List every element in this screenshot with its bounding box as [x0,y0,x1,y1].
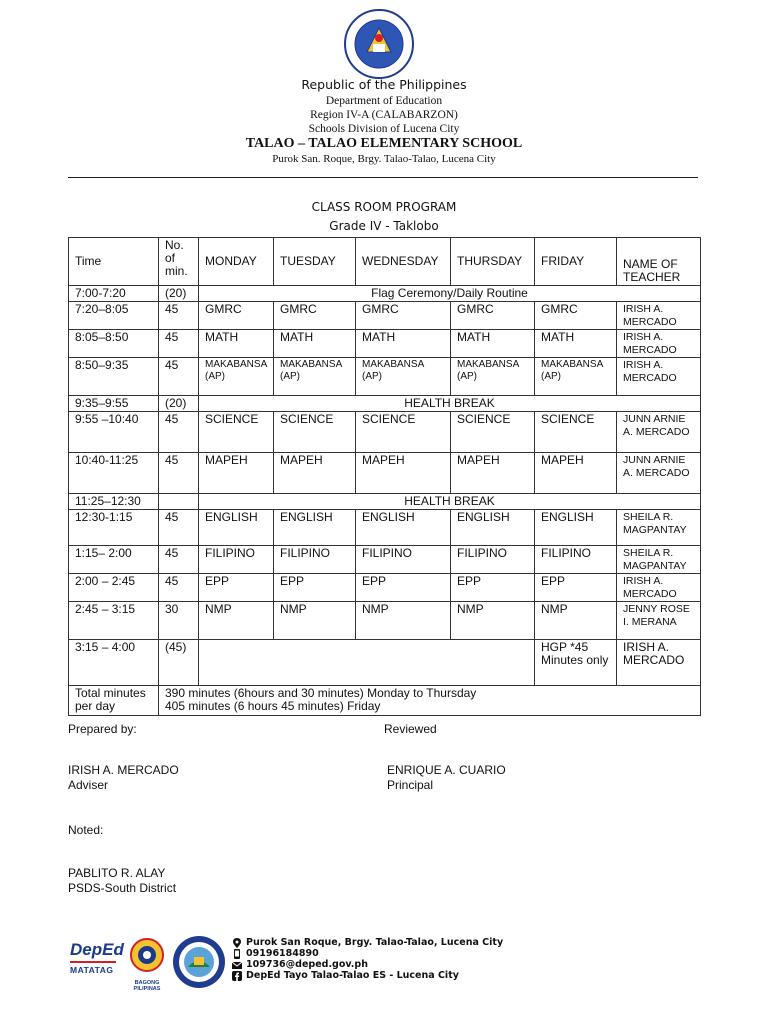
cell-thursday: SCIENCE [451,412,535,453]
cell-minutes: 45 [159,546,199,574]
reviewed-role: Principal [387,778,434,792]
cell-wednesday: FILIPINO [356,546,451,574]
cell-tuesday: GMRC [274,302,356,330]
cell-teacher: JUNN ARNIE A. MERCADO [617,453,701,494]
header-friday: FRIDAY [535,238,617,286]
cell-teacher: IRISH A. MERCADO [617,358,701,396]
bagong-pilipinas-logo [124,935,170,992]
table-row [69,574,701,602]
header-region: Region IV-A (CALABARZON) [310,109,458,121]
header-thursday: THURSDAY [451,238,535,286]
cell-teacher: JENNY ROSE I. MERANA [617,602,701,640]
cell-monday: SCIENCE [199,412,274,453]
table-row [69,302,701,330]
cell-tuesday: EPP [274,574,356,602]
table-row [69,602,701,640]
table-total-row [69,686,701,716]
cell-teacher: JUNN ARNIE A. MERCADO [617,412,701,453]
header-divider [68,177,698,178]
header-time: Time [69,238,159,286]
cell-thursday: NMP [451,602,535,640]
cell-time: 3:15 – 4:00 [69,640,159,686]
cell-tuesday: MATH [274,330,356,358]
cell-friday: GMRC [535,302,617,330]
cell-friday: EPP [535,574,617,602]
table-row [69,640,701,686]
total-line-mon-thu: 390 minutes (6hours and 30 minutes) Monday to Thursday [165,686,477,700]
cell-monday: NMP [199,602,274,640]
cell-friday: NMP [535,602,617,640]
cell-time: 8:50–9:35 [69,358,159,396]
cell-monday: ENGLISH [199,510,274,546]
prepared-role: Adviser [68,778,109,792]
header-teacher: NAME OF TEACHER [617,238,701,286]
cell-wednesday: MAKABANSA (AP) [356,358,451,396]
cell-minutes: (45) [159,640,199,686]
cell-tuesday: MAKABANSA (AP) [274,358,356,396]
cell-minutes: 45 [159,574,199,602]
deped-underline [70,961,116,963]
table-row [69,453,701,494]
cell-teacher: SHEILA R. MAGPANTAY [617,510,701,546]
phone-icon [232,949,242,959]
cell-time: 2:00 – 2:45 [69,574,159,602]
cell-time: 9:35–9:55 [69,396,159,412]
header-wednesday: WEDNESDAY [356,238,451,286]
cell-monday: GMRC [199,302,274,330]
cell-thursday: MATH [451,330,535,358]
cell-total-label: Total minutes per day [69,686,159,716]
header-address: Purok San. Roque, Brgy. Talao-Talao, Lucena City [272,153,496,165]
cell-friday: HGP *45 Minutes only [535,640,617,686]
noted-name: PABLITO R. ALAY [68,866,166,880]
cell-teacher: IRISH A. MERCADO [617,330,701,358]
prepared-name: IRISH A. MERCADO [68,763,179,777]
cell-minutes: 45 [159,453,199,494]
footer-phone-row [232,948,503,959]
cell-wednesday: NMP [356,602,451,640]
cell-monday: EPP [199,574,274,602]
cell-monday: MAKABANSA (AP) [199,358,274,396]
cell-thursday: GMRC [451,302,535,330]
cell-thursday: EPP [451,574,535,602]
header-monday: MONDAY [199,238,274,286]
cell-wednesday: SCIENCE [356,412,451,453]
cell-friday: MAPEH [535,453,617,494]
cell-monday: FILIPINO [199,546,274,574]
cell-minutes: (20) [159,286,199,302]
cell-teacher: IRISH A. MERCADO [617,640,701,686]
program-title: CLASS ROOM PROGRAM [311,200,457,214]
table-row [69,412,701,453]
cell-friday: FILIPINO [535,546,617,574]
cell-tuesday: ENGLISH [274,510,356,546]
noted-signatory [68,866,176,896]
header-republic: Republic of the Philippines [301,77,467,92]
cell-wednesday: MAPEH [356,453,451,494]
cell-minutes: (20) [159,396,199,412]
header-school-name: TALAO – TALAO ELEMENTARY SCHOOL [245,136,523,151]
cell-friday: SCIENCE [535,412,617,453]
bagong-wordmark: BAGONG PILIPINAS [133,980,161,992]
footer-facebook-row [232,970,503,981]
facebook-icon [232,971,242,981]
footer-email: 109736@deped.gov.ph [246,959,368,970]
cell-time: 9:55 –10:40 [69,412,159,453]
cell-time: 7:20–8:05 [69,302,159,330]
footer-email-row [232,959,503,970]
cell-tuesday: FILIPINO [274,546,356,574]
header-department: Department of Education [325,95,443,107]
footer-contact [232,937,503,981]
deped-seal-logo [343,8,415,80]
deped-wordmark: DepEd [70,940,124,959]
cell-thursday: FILIPINO [451,546,535,574]
cell-tuesday: SCIENCE [274,412,356,453]
cell-thursday: ENGLISH [451,510,535,546]
footer-facebook: DepEd Tayo Talao-Talao ES - Lucena City [246,970,459,981]
footer-phone: 09196184890 [246,948,319,959]
table-row [69,396,701,412]
bagong-pilipinas-icon [124,935,170,975]
reviewed-signatory [387,763,506,793]
cell-wednesday: GMRC [356,302,451,330]
cell-time: 12:30-1:15 [69,510,159,546]
prepared-signatory [68,763,179,793]
cell-teacher: IRISH A. MERCADO [617,574,701,602]
cell-teacher: IRISH A. MERCADO [617,302,701,330]
prepared-label: Prepared by: [68,722,137,736]
cell-friday: ENGLISH [535,510,617,546]
cell-minutes: 45 [159,330,199,358]
cell-minutes: 45 [159,510,199,546]
email-icon [232,960,242,970]
cell-wednesday: ENGLISH [356,510,451,546]
cell-teacher: SHEILA R. MAGPANTAY [617,546,701,574]
reviewed-label: Reviewed [384,722,437,736]
matatag-wordmark: MATATAG [70,965,114,975]
cell-span-activity: HEALTH BREAK [199,396,701,412]
cell-tuesday: NMP [274,602,356,640]
footer-address: Purok San Roque, Brgy. Talao-Talao, Lucena City [246,937,504,948]
cell-span-activity: Flag Ceremony/Daily Routine [199,286,701,302]
footer-address-row [232,937,503,948]
cell-time: 7:00-7:20 [69,286,159,302]
cell-minutes: 30 [159,602,199,640]
table-row [69,546,701,574]
noted-role: PSDS-South District [68,881,177,895]
cell-span-activity: HEALTH BREAK [199,494,701,510]
table-header-row [69,238,701,286]
cell-time: 8:05–8:50 [69,330,159,358]
total-line-fri: 405 minutes (6 hours 45 minutes) Friday [165,699,381,713]
table-row [69,494,701,510]
cell-minutes [159,494,199,510]
cell-tuesday: MAPEH [274,453,356,494]
noted-label: Noted: [68,823,104,837]
cell-time: 2:45 – 3:15 [69,602,159,640]
header-division: Schools Division of Lucena City [308,123,460,135]
cell-minutes: 45 [159,412,199,453]
deped-matatag-logo [70,935,124,989]
table-row [69,330,701,358]
school-seal-logo [172,935,226,989]
cell-thursday: MAKABANSA (AP) [451,358,535,396]
cell-time: 11:25–12:30 [69,494,159,510]
cell-total-value [159,686,701,716]
cell-time: 1:15– 2:00 [69,546,159,574]
table-row [69,510,701,546]
cell-minutes: 45 [159,358,199,396]
reviewed-name: ENRIQUE A. CUARIO [387,763,506,777]
table-row [69,286,701,302]
cell-minutes: 45 [159,302,199,330]
cell-mon-thu-empty [199,640,535,686]
cell-monday: MAPEH [199,453,274,494]
grade-title: Grade IV - Taklobo [329,219,439,233]
table-row [69,358,701,396]
location-pin-icon [232,938,242,948]
cell-monday: MATH [199,330,274,358]
cell-thursday: MAPEH [451,453,535,494]
header-tuesday: TUESDAY [274,238,356,286]
cell-time: 10:40-11:25 [69,453,159,494]
cell-friday: MATH [535,330,617,358]
schedule-table [68,237,701,716]
cell-wednesday: MATH [356,330,451,358]
cell-wednesday: EPP [356,574,451,602]
header-minutes: No. of min. [159,238,199,286]
cell-friday: MAKABANSA (AP) [535,358,617,396]
